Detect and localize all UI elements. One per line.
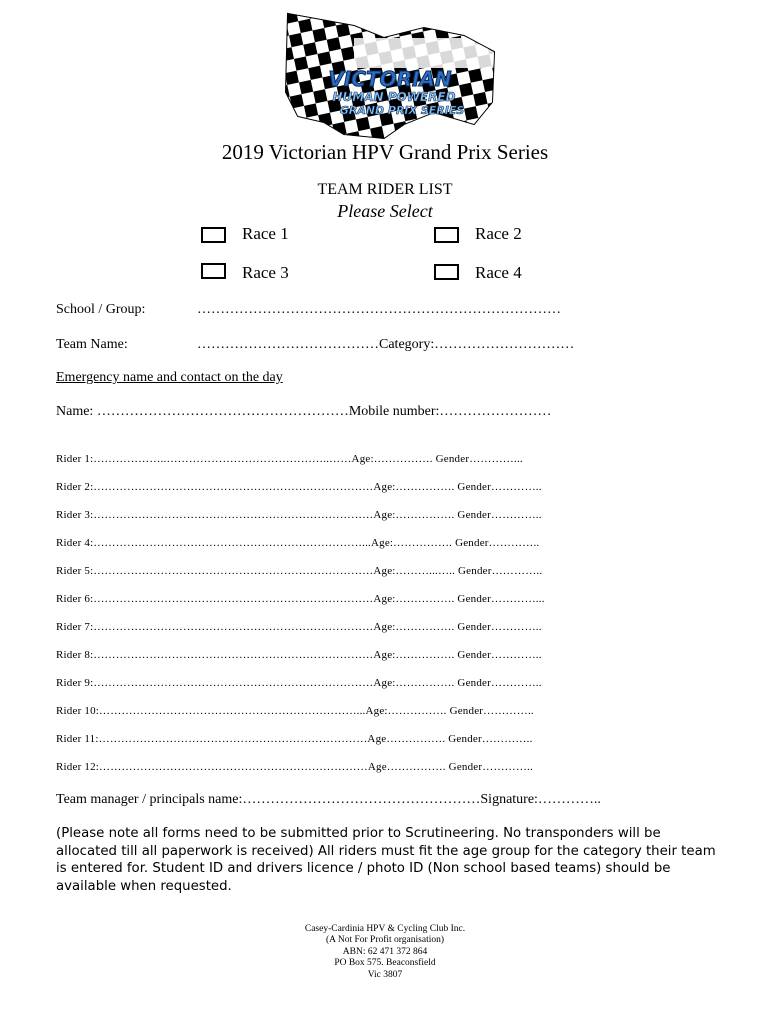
rider-row[interactable]: Rider 3:…………………………………………………………………Age:……………. Gender…………..	[56, 509, 542, 521]
emergency-contact-field[interactable]: Name: ………………………………………………Mobile number:……………………	[56, 404, 552, 419]
rider-row[interactable]: Rider 6:…………………………………………………………………Age:……………. Gender…………...	[56, 593, 545, 605]
rider-row[interactable]: Rider 11:………………………………………………………………Age……………. Gender…………..	[56, 733, 533, 745]
footer-line: ABN: 62 471 372 864	[342, 946, 428, 957]
footer-line: Vic 3807	[367, 969, 403, 980]
logo-line2: HUMAN POWERED	[332, 90, 456, 104]
race-1-checkbox[interactable]	[201, 227, 226, 243]
footer-line: Casey-Cardinia HPV & Cycling Club Inc.	[304, 924, 466, 934]
race-3-label: Race 3	[242, 263, 289, 282]
club-footer	[0, 924, 770, 981]
rider-row[interactable]: Rider 10:……………………………………………………………...Age:……………. Gender…………..	[56, 705, 534, 717]
rider-row[interactable]: Rider 1:………………..……………………………………..……Age:……………. Gender…………...	[56, 453, 523, 465]
rider-row[interactable]: Rider 8:…………………………………………………………………Age:……………. Gender…………..	[56, 649, 542, 661]
series-logo	[284, 12, 496, 140]
rider-row[interactable]: Rider 12:………………………………………………………………Age……………. Gender…………..	[56, 761, 533, 773]
race-4-checkbox[interactable]	[434, 264, 459, 280]
team-name-category-field[interactable]: …………………………………Category:…………………………	[197, 337, 575, 352]
manager-signature-field[interactable]: Team manager / principals name:……………………………………………Signature:…………..	[56, 792, 601, 807]
submission-note: (Please note all forms need to be submitted prior to Scrutineering. No transponders will be allocated till all paperwork is received) All riders must fit the age group for the category their team is entered for. Student ID and drivers licence / photo ID (Non school based teams) should be available when requested.	[56, 826, 716, 894]
race-4-label: Race 4	[475, 263, 522, 282]
logo-line3: GRAND PRIX SERIES	[339, 104, 465, 117]
emergency-heading: Emergency name and contact on the day	[56, 370, 283, 385]
form-subtitle: TEAM RIDER LIST	[317, 181, 453, 198]
please-select-label: Please Select	[337, 201, 433, 221]
race-1-label: Race 1	[242, 224, 289, 243]
race-3-checkbox[interactable]	[201, 263, 226, 279]
rider-row[interactable]: Rider 7:…………………………………………………………………Age:……………. Gender…………..	[56, 621, 542, 633]
rider-row[interactable]: Rider 5:…………………………………………………………………Age:………...….. Gender…………..	[56, 565, 543, 577]
race-2-checkbox[interactable]	[434, 227, 459, 243]
footer-line: PO Box 575. Beaconsfield	[334, 958, 436, 969]
rider-row[interactable]: Rider 4:………………………………………………………………...Age:……………. Gender…………..	[56, 537, 540, 549]
rider-row[interactable]: Rider 2:…………………………………………………………………Age:……………. Gender…………..	[56, 481, 542, 493]
team-name-label: Team Name:	[56, 337, 128, 352]
rider-row[interactable]: Rider 9:…………………………………………………………………Age:……………. Gender…………..	[56, 677, 542, 689]
checkered-flag-map-logo	[284, 12, 496, 140]
page-title: 2019 Victorian HPV Grand Prix Series	[221, 140, 549, 164]
school-group-field[interactable]: ……………………………………………………………………	[197, 302, 561, 317]
school-group-label: School / Group:	[56, 302, 146, 317]
logo-line1: VICTORIAN	[328, 67, 452, 91]
footer-line: (A Not For Profit organisation)	[325, 935, 445, 946]
race-2-label: Race 2	[475, 224, 522, 243]
